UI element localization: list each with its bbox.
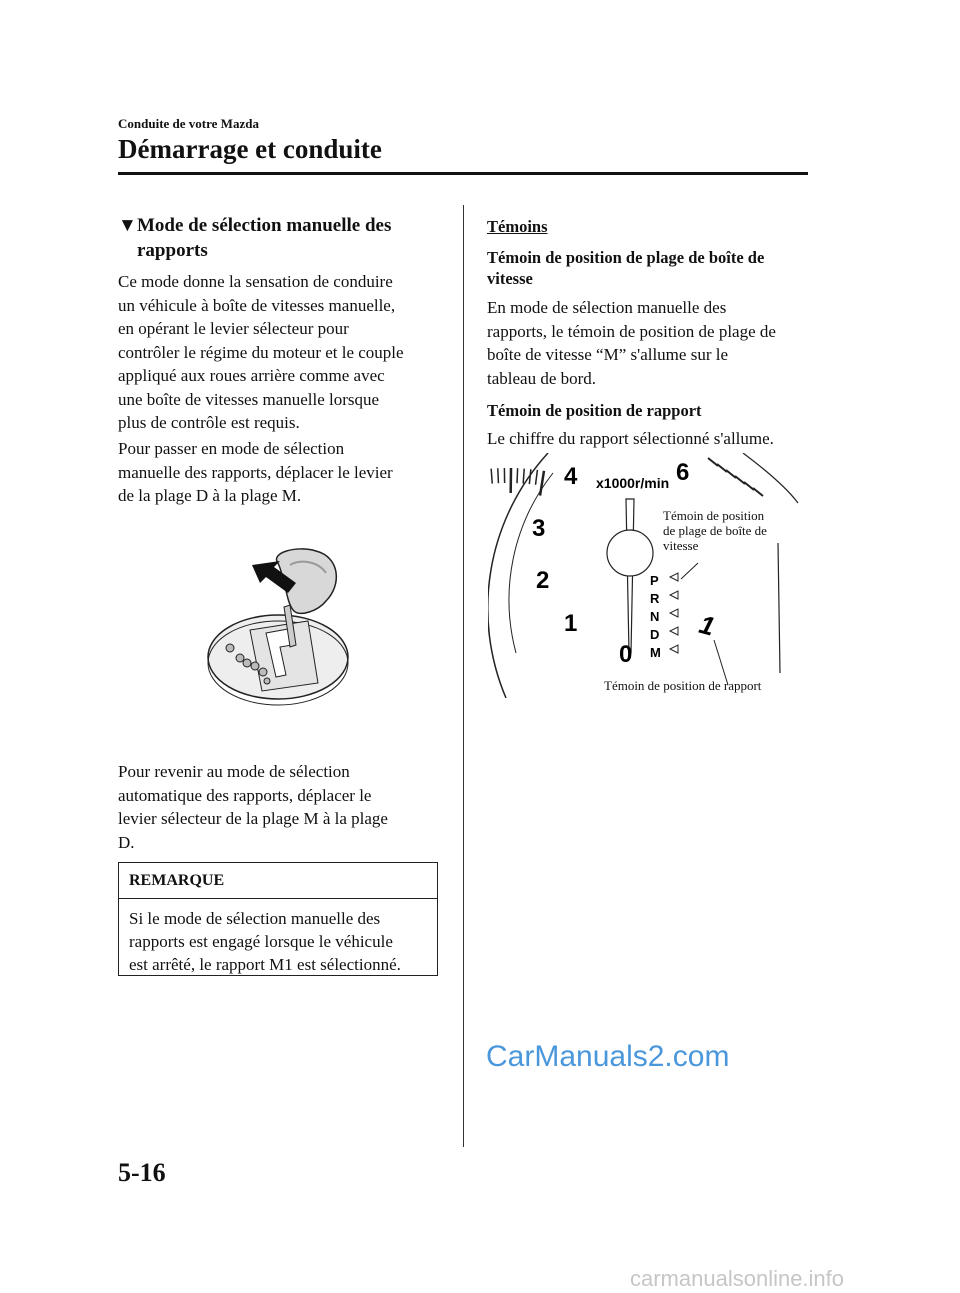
note-body: [129, 907, 434, 976]
tick-mark: [498, 468, 499, 483]
text-line: appliqué aux roues arrière comme avec: [118, 366, 385, 385]
gauge-number-2: 2: [536, 567, 550, 594]
text-line: un véhicule à boîte de vitesses manuelle,: [118, 295, 396, 315]
tachometer-illustration: [488, 453, 808, 698]
subheading-gear-indicator: Témoin de position de rapport: [487, 401, 702, 420]
range-letter-p: P: [650, 573, 659, 588]
callout-line: de plage de boîte de: [663, 523, 767, 538]
gauge-unit-label: x1000r/min: [596, 475, 670, 491]
note-heading: REMARQUE: [119, 863, 437, 899]
text-line: manuelle des rapports, déplacer le levier: [118, 462, 393, 482]
text-line: tableau de bord.: [487, 368, 597, 388]
paragraph-gear-indicator: Le chiffre du rapport sélectionné s'allume.: [487, 429, 774, 448]
callout-range-indicator: [663, 508, 767, 553]
text-line: de la plage D à la plage M.: [118, 486, 302, 505]
tick-mark: [753, 488, 763, 496]
text-line: rapports est engagé lorsque le véhicule: [129, 932, 393, 951]
text-line: D.: [118, 832, 135, 852]
text-line: contrôler le régime du moteur et le couple: [118, 342, 404, 362]
page-number: 5-16: [118, 1158, 166, 1187]
subheading-range-indicator-line-2: vitesse: [487, 269, 533, 288]
text-line: Si le mode de sélection manuelle des: [129, 909, 381, 928]
section-title-line-1: Mode de sélection manuelle des: [137, 215, 392, 236]
callout-line: vitesse: [663, 538, 699, 553]
range-arrow-icons: [670, 573, 678, 653]
text-line: est arrêté, le rapport M1 est sélectionné.: [129, 955, 401, 974]
watermark-logo: CarManuals2.com: [486, 1040, 730, 1073]
tick-mark: [540, 471, 544, 496]
gauge-number-4: 4: [564, 463, 578, 490]
callout-gear-indicator: Témoin de position de rapport: [604, 678, 762, 693]
section-marker: ▼: [118, 215, 137, 236]
paragraph-enter-manual: [118, 437, 393, 508]
shift-lever-illustration: [200, 545, 360, 715]
range-letter-n: N: [650, 609, 660, 624]
text-line: automatique des rapports, déplacer le: [118, 785, 372, 805]
text-line: levier sélecteur de la plage M à la plage: [118, 809, 388, 828]
text-line: Pour passer en mode de sélection: [118, 439, 345, 458]
tick-mark: [523, 469, 524, 484]
paragraph-range-indicator: [487, 296, 776, 390]
range-letter-r: R: [650, 591, 660, 606]
tick-mark: [517, 468, 518, 483]
section-heading-indicators: Témoins: [487, 217, 548, 236]
header-rule: [118, 172, 808, 175]
text-line: Ce mode donne la sensation de conduire: [118, 272, 393, 291]
gauge-number-1: 1: [564, 610, 578, 637]
tick-mark: [536, 470, 538, 485]
text-line: plus de contrôle est requis.: [118, 413, 300, 432]
gauge-number-0: 0: [619, 641, 633, 668]
text-line: En mode de sélection manuelle des: [487, 298, 727, 317]
note-box: [118, 862, 438, 976]
text-line: en opérant le levier sélecteur pour: [118, 319, 349, 338]
subheading-range-indicator-line-1: Témoin de position de plage de boîte de: [487, 248, 765, 267]
text-line: rapports, le témoin de position de plage de: [487, 321, 776, 341]
gauge-number-6: 6: [676, 459, 690, 486]
page-title: Démarrage et conduite: [118, 134, 382, 164]
gauge-number-3: 3: [532, 515, 546, 542]
tick-mark: [491, 469, 492, 484]
paragraph-intro: [118, 270, 404, 435]
gear-digit-indicator: 1: [696, 608, 718, 642]
range-letter-d: D: [650, 627, 660, 642]
text-line: boîte de vitesse “M” s'allume sur le: [487, 345, 728, 364]
paragraph-return-auto: [118, 760, 388, 854]
section-title-line-2: rapports: [137, 240, 208, 261]
column-divider: [463, 205, 464, 1147]
breadcrumb: Conduite de votre Mazda: [118, 116, 259, 131]
watermark-footer: carmanualsonline.info: [630, 1266, 845, 1291]
text-line: Pour revenir au mode de sélection: [118, 762, 350, 781]
callout-line: Témoin de position: [663, 508, 765, 523]
text-line: une boîte de vitesses manuelle lorsque: [118, 389, 380, 409]
range-letter-m: M: [650, 645, 661, 660]
